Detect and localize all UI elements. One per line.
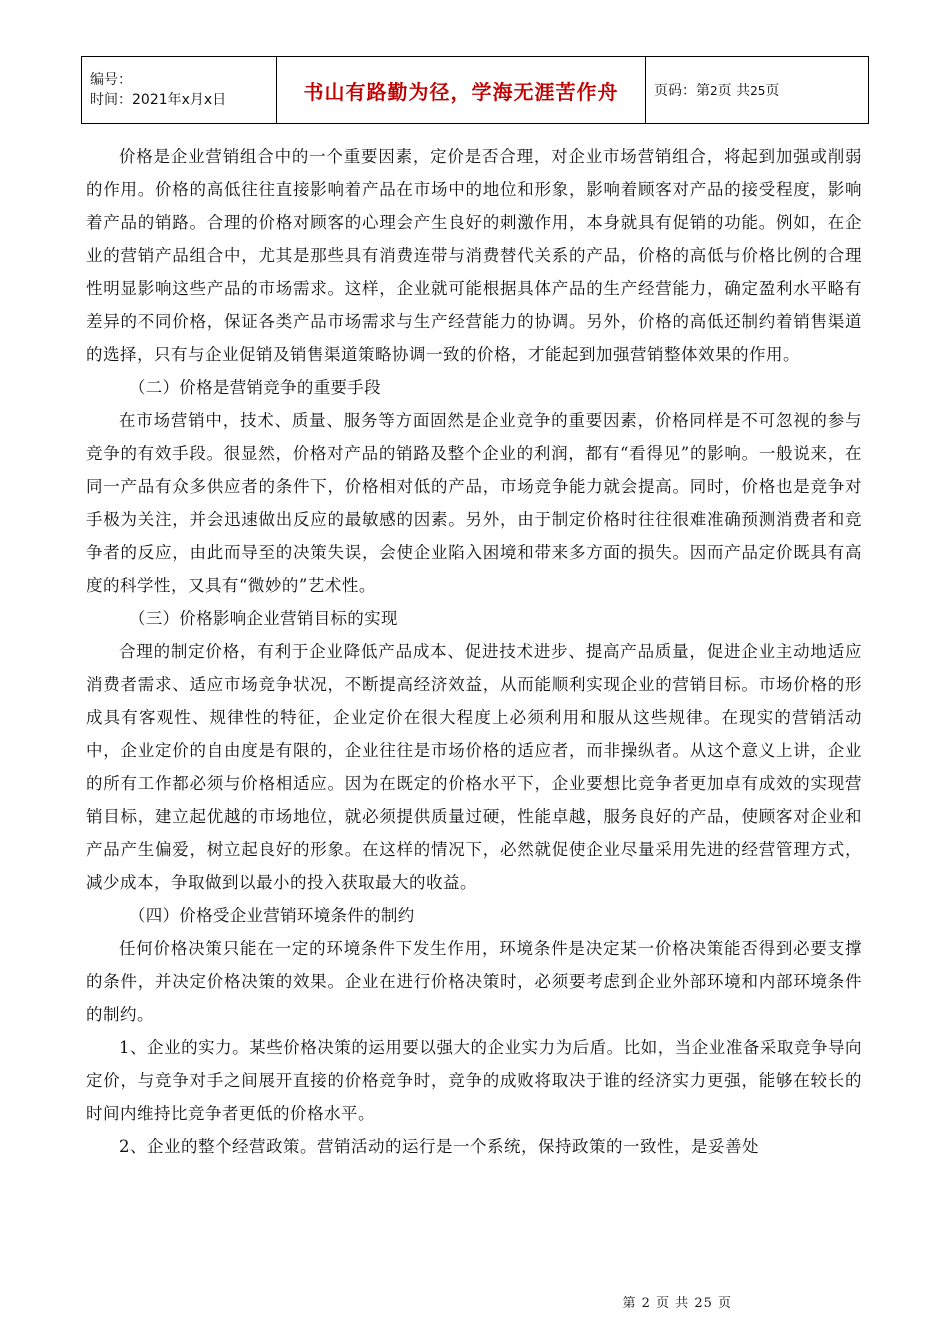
page-footer: 第 2 页 共 25 页 (622, 1296, 732, 1311)
document-number-label: 编号： (90, 72, 132, 88)
page-total: 25 (750, 84, 766, 98)
body-paragraph: 合理的制定价格，有利于企业降低产品成本、促进技术进步、提高产品质量，促进企业主动地适应消费者需求、适应市场竞争状况，不断提高经济效益，从而能顺利实现企业的营销目标。市场价格的形成具有客观性、规律性的特征，企业定价在很大程度上必须利用和服从这些规律。在现实的营销活动中，企业定价的自由度是有限的，企业往往是市场价格的适应者，而非操纵者。从这个意义上讲，企业的所有工作都必须与价格相适应。因为在既定的价格水平下，企业要想比竞争者更加卓有成效的实现营销目标，建立起优越的市场地位，就必须提供质量过硬，性能卓越，服务良好的产品，使顾客对企业和产品产生偏爱，树立起良好的形象。在这样的情况下，必然就促使企业尽量采用先进的经营管理方式，减少成本，争取做到以最小的投入获取最大的收益。 (86, 642, 862, 892)
document-time: 时间：2021年x月x日 (90, 92, 227, 108)
header-motto: 书山有路勤为径，学海无涯苦作舟 (277, 57, 646, 124)
page-suffix: 页 (765, 83, 780, 99)
body-paragraph: 1、企业的实力。某些价格决策的运用要以强大的企业实力为后盾。比如，当企业准备采取竞争导向定价，与竞争对手之间展开直接的价格竞争时，竞争的成败将取决于谁的经济实力更强，能够在较长的时间内维持比竞争者更低的价格水平。 (86, 1038, 862, 1123)
document-header (81, 56, 869, 124)
body-paragraph: 2、企业的整个经营政策。营销活动的运行是一个系统，保持政策的一致性，是妥善处 (119, 1137, 759, 1156)
section-heading: （四）价格受企业营销环境条件的制约 (128, 906, 415, 925)
page-middle: 页 共 (717, 83, 751, 99)
document-body (86, 140, 862, 1163)
page-current: 2 (710, 84, 718, 98)
body-paragraph: 任何价格决策只能在一定的环境条件下发生作用，环境条件是决定某一价格决策能否得到必要支撑的条件，并决定价格决策的效果。企业在进行价格决策时，必须要考虑到企业外部环境和内部环境条件的制约。 (86, 939, 862, 1024)
section-heading: （三）价格影响企业营销目标的实现 (128, 609, 398, 628)
section-heading: （二）价格是营销竞争的重要手段 (128, 378, 381, 397)
header-meta (82, 57, 277, 124)
body-paragraph: 价格是企业营销组合中的一个重要因素，定价是否合理，对企业市场营销组合，将起到加强或削弱的作用。价格的高低往往直接影响着产品在市场中的地位和形象，影响着顾客对产品的接受程度，影响着产品的销路。合理的价格对顾客的心理会产生良好的刺激作用，本身就具有促销的功能。例如，在企业的营销产品组合中，尤其是那些具有消费连带与消费替代关系的产品，价格的高低与价格比例的合理性明显影响这些产品的市场需求。这样，企业就可能根据具体产品的生产经营能力，确定盈利水平略有差异的不同价格，保证各类产品市场需求与生产经营能力的协调。另外，价格的高低还制约着销售渠道的选择，只有与企业促销及销售渠道策略协调一致的价格，才能起到加强营销整体效果的作用。 (86, 147, 862, 364)
body-paragraph: 在市场营销中，技术、质量、服务等方面固然是企业竞争的重要因素，价格同样是不可忽视的参与竞争的有效手段。很显然，价格对产品的销路及整个企业的利润，都有“看得见”的影响。一般说来，在同一产品有众多供应者的条件下，价格相对低的产品，市场竞争能力就会提高。同时，价格也是竞争对手极为关注，并会迅速做出反应的最敏感的因素。另外，由于制定价格时往往很难准确预测消费者和竞争者的反应，由此而导至的决策失误，会使企业陷入困境和带来多方面的损失。因而产品定价既具有高度的科学性，又具有“微妙的”艺术性。 (86, 411, 862, 595)
page-prefix: 页码：第 (654, 83, 710, 99)
header-page-info (646, 57, 869, 124)
